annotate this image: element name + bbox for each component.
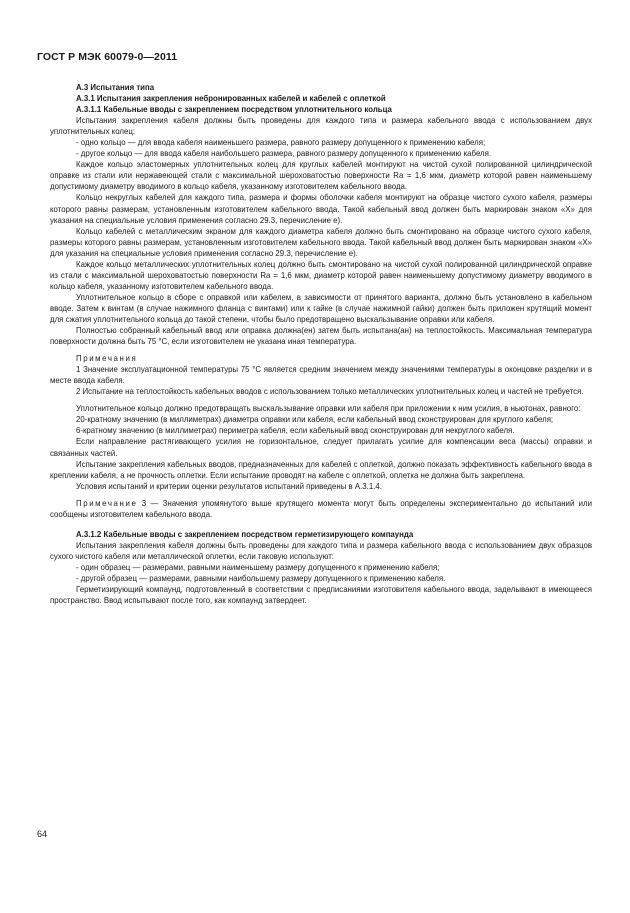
paragraph: Условия испытаний и критерии оценки результатов испытаний приведены в А.3.1.4. [76,481,382,491]
paragraph: Кольцо некруглых кабелей для каждого типа, размера и формы оболочки кабеля монтируют на образце чистого сухого кабеля, размеры которого равны размерам, установленным изготовителем кабельного ввода. Такой кабельный ввод должен быть маркирован знаком «X» для указания на специальные условия применения согласно 29.3, перечисление е). [50,193,592,225]
note-item: 1 Значение эксплуатационной температуры 75 °С является средним значением между значениями температуры в оконцовке разделки и в месте ввода кабеля. [50,365,592,386]
heading-a3: А.3 Испытания типа [76,83,155,92]
note-3-label: Примечание [76,498,138,508]
note-item: 2 Испытание на теплостойкость кабельных вводов с использованием только металлических уплотнительных колец и частей не требуется. [76,387,584,397]
heading-a311: А.3.1.1 Кабельные вводы с закреплением посредством уплотнительного кольца [76,105,392,115]
paragraph: Каждое кольцо металлических уплотнительных колец должно быть смонтировано на чистой сухой полированной цилиндрической оправке из стали с максимальной шероховатостью поверхности Ra = 1,6 мкм, диаметр которой равен наименьшему допустимому диаметру вводимого в кольцо кабеля, указанному изготовителем кабельного ввода. [50,259,592,291]
note-3-text: 3 — Значения упомянутого выше крутящего момента могут быть определены экспериментально до испытаний или сообщены изготовителем кабельного ввода. [50,498,592,519]
page-number: 64 [37,829,48,839]
paragraph: Каждое кольцо эластомерных уплотнительных колец для круглых кабелей монтируют на чистой сухой полированной цилиндрической оправке из стали или нержавеющей стали с максимальной шероховатостью поверхности Ra = 1,6 мкм, диаметр которой равен наименьшему допустимому диаметру вводимого в кольцо кабеля, указанному изготовителем кабельного ввода. [50,160,592,192]
paragraph: Уплотнительное кольцо должно предотвращать выскальзывание оправки или кабеля при приложении к ним усилия, в ньютонах, равного: [76,404,581,414]
list-item: - один образец — размерами, равными наименьшему размеру допущенного к применению кабеля; [76,562,440,572]
paragraph: 20-кратному значению (в миллиметрах) диаметра оправки или кабеля, если кабельный ввод сконструирован для круглого кабеля; [76,415,554,425]
paragraph: Полностью собранный кабельный ввод или оправка должна(ен) затем быть испытана(ан) на теплостойкость. Максимальная температура поверхности должна быть 75 °С, если изготовителем не указана иная температура. [50,326,592,347]
document-body [50,82,592,606]
paragraph: Кольцо кабелей с металлическим экраном для каждого диаметра кабеля должно быть смонтировано на образце чистого сухого кабеля, размеры которого равны размерам, установленным изготовителем кабельного ввода. Такой кабельный ввод должен быть маркирован знаком «X» для указания на специальные условия применения согласно 29.3, перечисление е). [50,226,592,258]
paragraph: Если направление растягивающего усилия не горизонтальное, следует прилагать усилие для компенсации веса (массы) оправки и связанных частей. [50,437,592,458]
note-3 [50,498,592,520]
list-item: - другое кольцо — для ввода кабеля наибольшего размера, равного размеру допущенного к применению кабеля. [76,149,492,159]
paragraph: Испытания закрепления кабеля должны быть проведены для каждого типа и размера кабельного ввода с использованием двух уплотнительных колец: [50,116,592,137]
standard-header: ГОСТ Р МЭК 60079-0—2011 [37,51,178,63]
paragraph: Герметизирующий компаунд, подготовленный в соответствии с предписаниями изготовителя кабельного ввода, заделывают в имеющееся пространство. Ввод испытывают после того, как компаунд затвердеет. [50,585,592,606]
list-item: - другой образец — размерами, равными наибольшему размеру допущенного к применению кабеля. [76,573,446,583]
paragraph: Испытания закрепления кабеля должны быть проведены для каждого типа и размера кабельного ввода с использованием двух образцов сухого чистого кабеля или металлической оплетки, если таковую используют: [50,540,592,561]
heading-a31: А.3.1 Испытания закрепления небронированных кабелей и кабелей с оплеткой [76,94,386,104]
paragraph: 6-кратному значению (в миллиметрах) периметра кабеля, если кабельный ввод сконструирован для некруглого кабеля. [76,426,515,436]
heading-a312: А.3.1.2 Кабельные вводы с закреплением посредством герметизирующего компаунда [76,529,414,539]
list-item: - одно кольцо — для ввода кабеля наименьшего размера, равного размеру допущенного к применению кабеля; [76,138,486,148]
paragraph: Испытание закрепления кабельных вводов, предназначенных для кабелей с оплеткой, должно показать эффективность кабельного ввода в креплении кабеля, а не прочность оплетки. Если испытание проводят на кабеле с оплеткой, оплетка не должна быть закреплена. [50,459,592,480]
paragraph: Уплотнительное кольцо в сборе с оправкой или кабелем, в зависимости от принятого варианта, должно быть установлено в кабельном вводе. Затем к винтам (в случае нажимного фланца с винтами) или к гайке (в случае нажимной гайки) должен быть приложен крутящий момент для сжатия уплотнительного кольца до такой степени, чтобы было предотвращено выскальзывание оправки или кабеля. [50,292,592,324]
notes-label: Примечания [76,354,138,364]
